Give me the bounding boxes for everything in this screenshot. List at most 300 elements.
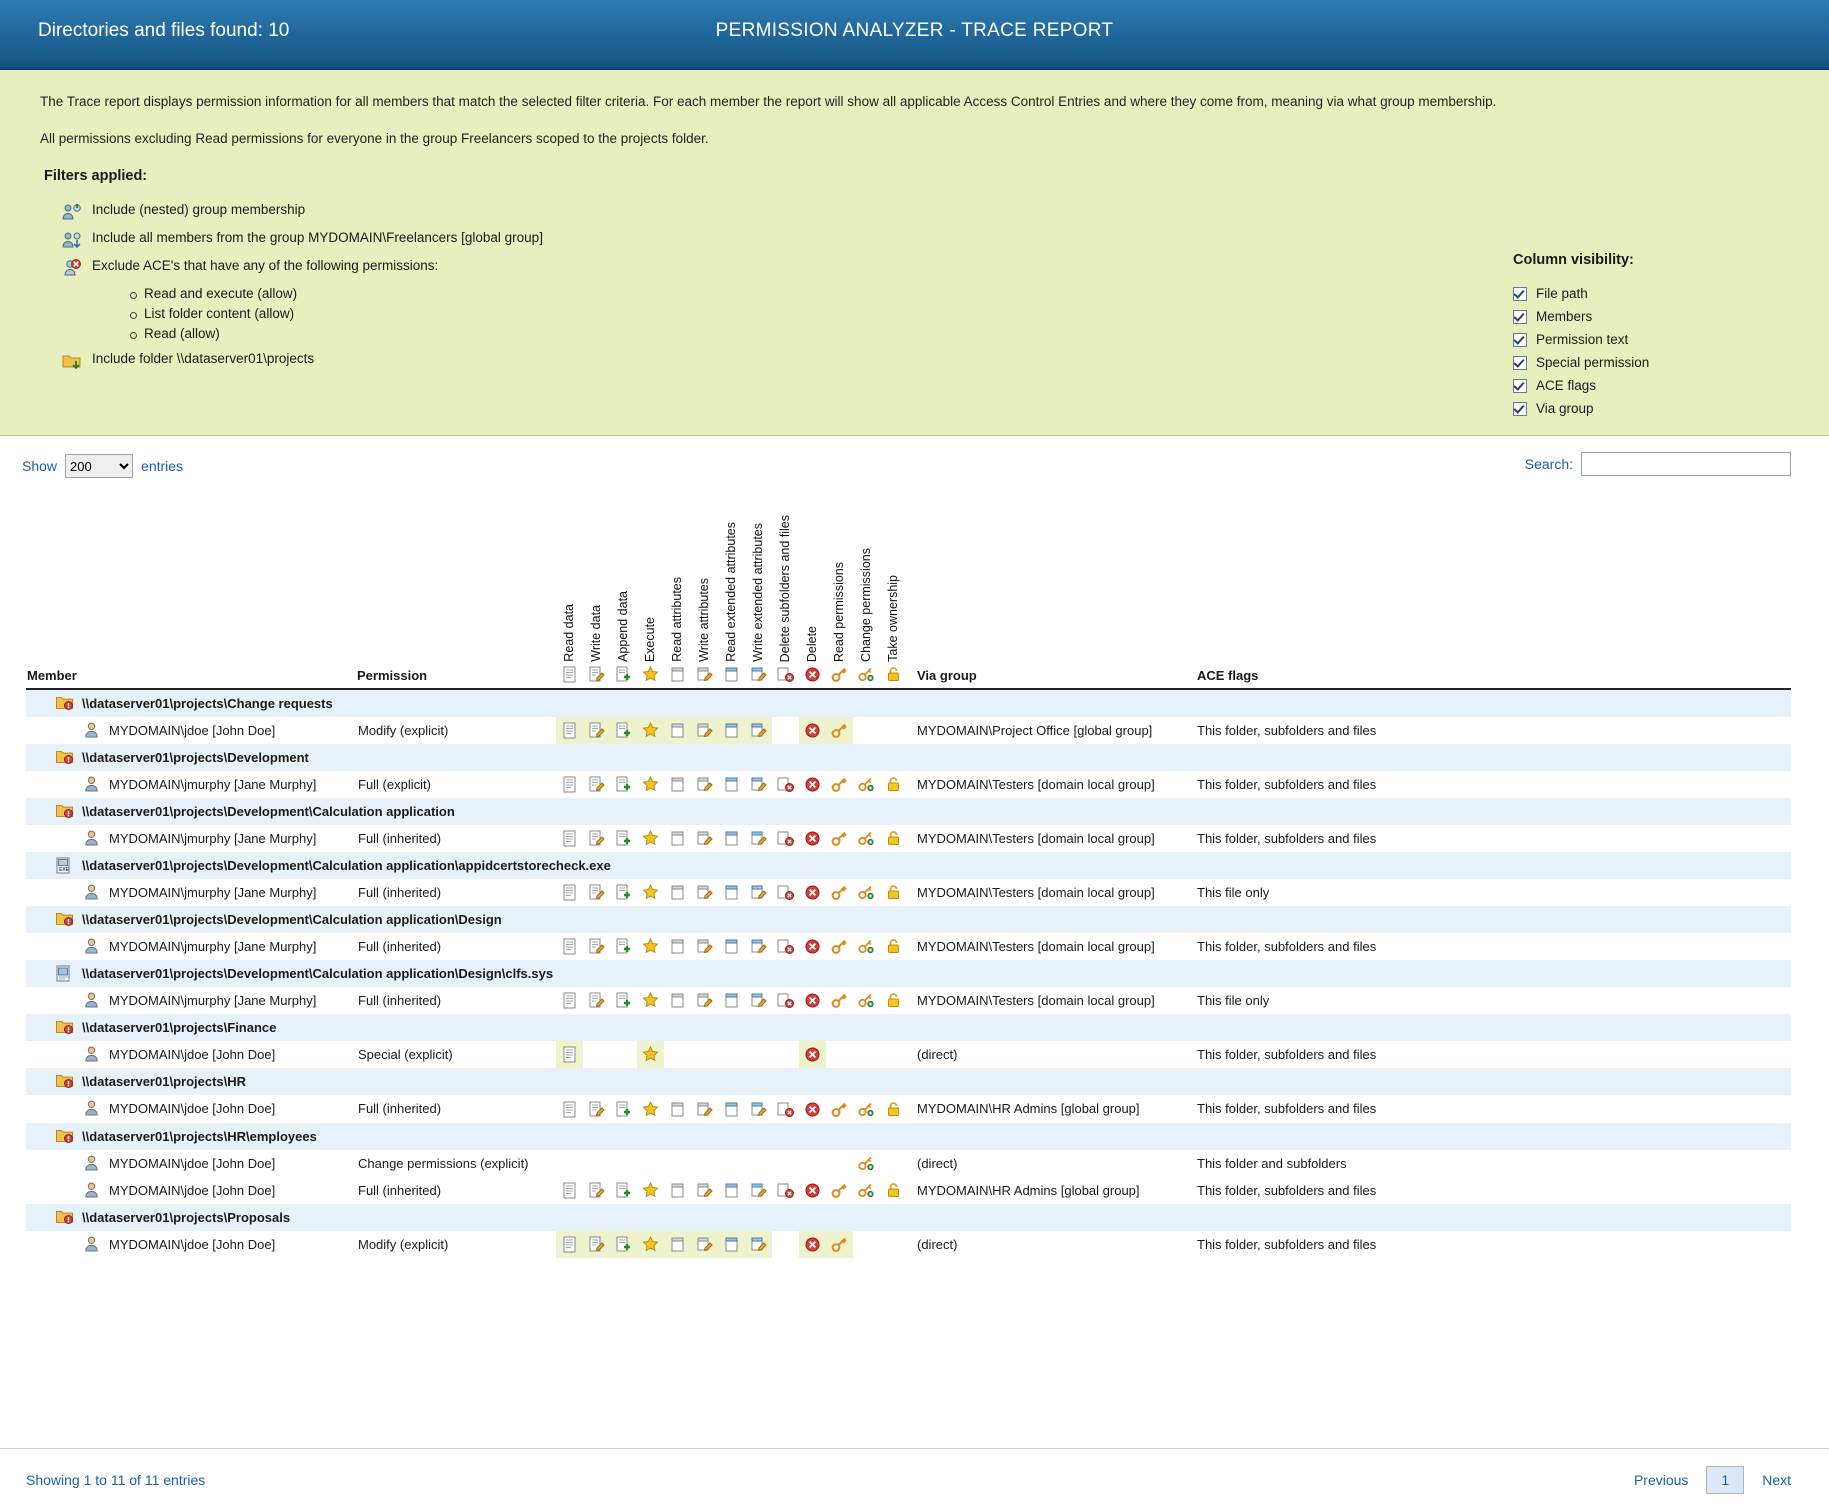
read-permissions-key-icon (831, 1101, 848, 1118)
read-extended-attributes-icon (723, 666, 740, 683)
execute-icon (642, 884, 659, 901)
ace-flags-cell: This folder, subfolders and files (1187, 717, 1791, 744)
member-label: MYDOMAIN\jdoe [John Doe] (109, 1047, 276, 1063)
checkbox-icon[interactable] (1513, 402, 1527, 416)
perm-cell-delete (799, 825, 826, 852)
header-permission[interactable]: Permission (356, 482, 556, 689)
perm-cell-write-extended-attributes (745, 771, 772, 798)
header-read-extended-attributes[interactable] (718, 482, 745, 689)
perm-cell-read-permissions-key (826, 717, 853, 744)
execute-icon (642, 938, 659, 955)
header-label: Write extended attributes (751, 523, 766, 662)
header-write-attributes[interactable] (691, 482, 718, 689)
perm-cell-read-permissions-key (826, 771, 853, 798)
ace-flags-cell: This file only (1187, 987, 1791, 1014)
append-data-icon (615, 1236, 632, 1253)
perm-cell-read-extended-attributes (718, 825, 745, 852)
column-visibility-special-permission[interactable] (1513, 355, 1773, 370)
delete-subfolders-icon (777, 666, 794, 683)
info-panel (0, 70, 1829, 436)
delete-subfolders-icon (777, 1101, 794, 1118)
append-data-icon (615, 1182, 632, 1199)
file-path-label: \\dataserver01\projects\Finance (82, 1020, 277, 1036)
perm-cell-read-extended-attributes (718, 771, 745, 798)
read-permissions-key-icon (831, 1182, 848, 1199)
perm-cell-write-data (583, 987, 610, 1014)
perm-cell-write-attributes (691, 771, 718, 798)
read-data-icon (561, 830, 578, 847)
append-data-icon (615, 722, 632, 739)
read-permissions-key-icon (831, 884, 848, 901)
read-extended-attributes-icon (723, 938, 740, 955)
read-data-icon (561, 666, 578, 683)
perm-cell-append-data (610, 717, 637, 744)
page-number-1[interactable]: 1 (1706, 1466, 1744, 1494)
perm-cell-delete-subfolders (772, 1041, 799, 1068)
delete-icon (804, 1236, 821, 1253)
header-label: Change permissions (859, 547, 874, 662)
change-permissions-icon (858, 666, 875, 683)
write-extended-attributes-icon (750, 884, 767, 901)
perm-cell-delete-subfolders (772, 933, 799, 960)
column-visibility-label: Via group (1536, 401, 1594, 416)
perm-cell-delete (799, 771, 826, 798)
perm-cell-read-permissions-key (826, 1041, 853, 1068)
header-label: Read attributes (670, 577, 685, 662)
header-ace-flags[interactable]: ACE flags (1187, 482, 1791, 689)
exclude-permission-item: Read and execute (allow) (128, 286, 1789, 301)
column-visibility-title: Column visibility: (1513, 252, 1634, 268)
perm-cell-read-data (556, 1095, 583, 1122)
perm-cell-write-extended-attributes (745, 1177, 772, 1204)
perm-cell-read-extended-attributes (718, 1150, 745, 1177)
perm-cell-write-data (583, 879, 610, 906)
page-size-select[interactable] (65, 454, 133, 478)
user-icon (84, 1182, 101, 1199)
file-path-group-row[interactable] (26, 1068, 1791, 1095)
exe-file-icon (56, 857, 73, 874)
perm-cell-delete (799, 1177, 826, 1204)
write-attributes-icon (696, 992, 713, 1009)
execute-icon (642, 1182, 659, 1199)
checkbox-icon[interactable] (1513, 356, 1527, 370)
member-label: MYDOMAIN\jdoe [John Doe] (109, 1155, 276, 1171)
column-visibility-ace-flags[interactable] (1513, 378, 1773, 393)
perm-cell-read-attributes (664, 717, 691, 744)
delete-icon (804, 776, 821, 793)
read-data-icon (561, 1101, 578, 1118)
file-path-label: \\dataserver01\projects\Change requests (82, 696, 333, 711)
folder-warning-icon (56, 1209, 73, 1226)
header-take-ownership[interactable] (880, 482, 907, 689)
write-attributes-icon (696, 722, 713, 739)
file-path-cell (26, 689, 1791, 717)
perm-cell-read-permissions-key (826, 825, 853, 852)
found-count: Directories and files found: 10 (38, 20, 290, 41)
permission-cell: Change permissions (explicit) (356, 1150, 556, 1177)
read-permissions-key-icon (831, 938, 848, 955)
perm-cell-delete (799, 879, 826, 906)
read-attributes-icon (669, 1236, 686, 1253)
delete-subfolders-icon (777, 884, 794, 901)
perm-cell-write-attributes (691, 825, 718, 852)
table-row[interactable] (26, 1177, 1791, 1204)
write-extended-attributes-icon (750, 938, 767, 955)
perm-cell-write-data (583, 1231, 610, 1258)
write-data-icon (588, 1101, 605, 1118)
perm-cell-read-attributes (664, 1095, 691, 1122)
read-attributes-icon (669, 830, 686, 847)
perm-cell-write-extended-attributes (745, 879, 772, 906)
header-write-extended-attributes[interactable] (745, 482, 772, 689)
file-path-group-row[interactable] (26, 960, 1791, 987)
member-cell (26, 1150, 356, 1177)
table-footer (0, 1448, 1829, 1510)
report-table-head (26, 482, 1791, 689)
user-icon (84, 992, 101, 1009)
perm-cell-read-permissions-key (826, 987, 853, 1014)
column-visibility-permission-text[interactable] (1513, 332, 1773, 347)
perm-cell-change-permissions (853, 1095, 880, 1122)
table-row[interactable] (26, 1095, 1791, 1122)
header-label: Write attributes (697, 578, 712, 662)
perm-cell-read-permissions-key (826, 1150, 853, 1177)
via-group-cell: MYDOMAIN\HR Admins [global group] (907, 1177, 1187, 1204)
perm-cell-write-attributes (691, 1177, 718, 1204)
member-label: MYDOMAIN\jdoe [John Doe] (109, 1101, 276, 1117)
write-attributes-icon (696, 884, 713, 901)
header-write-data[interactable] (583, 482, 610, 689)
perm-cell-write-attributes (691, 1095, 718, 1122)
perm-cell-read-extended-attributes (718, 1231, 745, 1258)
member-cell (26, 771, 356, 798)
perm-cell-read-data (556, 1177, 583, 1204)
header-member[interactable]: Member (26, 482, 356, 689)
perm-cell-execute (637, 825, 664, 852)
file-path-group-row[interactable] (26, 798, 1791, 825)
perm-cell-write-extended-attributes (745, 933, 772, 960)
ace-flags-cell: This folder, subfolders and files (1187, 1177, 1791, 1204)
file-path-group-row[interactable] (26, 744, 1791, 771)
page-title: PERMISSION ANALYZER - TRACE REPORT (715, 20, 1114, 41)
file-path-cell (26, 1204, 1791, 1231)
perm-cell-read-permissions-key (826, 1231, 853, 1258)
header-label: Read extended attributes (724, 522, 739, 662)
change-permissions-icon (858, 1155, 875, 1172)
checkbox-icon[interactable] (1513, 310, 1527, 324)
perm-cell-take-ownership-lock (880, 987, 907, 1014)
perm-cell-write-extended-attributes (745, 1231, 772, 1258)
user-icon (84, 1046, 101, 1063)
permission-cell: Full (inherited) (356, 1095, 556, 1122)
permission-cell: Full (inherited) (356, 825, 556, 852)
perm-cell-take-ownership-lock (880, 1231, 907, 1258)
read-attributes-icon (669, 1101, 686, 1118)
execute-icon (642, 1101, 659, 1118)
header-delete[interactable] (799, 482, 826, 689)
read-extended-attributes-icon (723, 1182, 740, 1199)
perm-cell-write-attributes (691, 1041, 718, 1068)
table-row[interactable] (26, 1041, 1791, 1068)
perm-cell-write-data (583, 1041, 610, 1068)
write-extended-attributes-icon (750, 776, 767, 793)
group-include-icon (62, 231, 84, 249)
table-row[interactable] (26, 879, 1791, 906)
showing-entries-text: Showing 1 to 11 of 11 entries (26, 1471, 206, 1488)
table-row[interactable] (26, 717, 1791, 744)
file-path-group-row[interactable] (26, 1204, 1791, 1231)
via-group-cell: MYDOMAIN\Testers [domain local group] (907, 825, 1187, 852)
perm-cell-read-attributes (664, 1231, 691, 1258)
table-row[interactable] (26, 987, 1791, 1014)
perm-cell-read-attributes (664, 825, 691, 852)
perm-cell-read-permissions-key (826, 1177, 853, 1204)
take-ownership-lock-icon (885, 776, 902, 793)
delete-subfolders-icon (777, 830, 794, 847)
info-paragraph-1: The Trace report displays permission information for all members that match the selected filter criteria. For each member the report will show all applicable Access Control Entries and where they come from, meaning via what group membership. (40, 94, 1497, 109)
perm-cell-write-data (583, 825, 610, 852)
write-data-icon (588, 1236, 605, 1253)
delete-subfolders-icon (777, 992, 794, 1009)
read-attributes-icon (669, 776, 686, 793)
header-label: Read data (562, 604, 577, 662)
report-table (26, 482, 1791, 1258)
perm-cell-read-attributes (664, 1150, 691, 1177)
member-label: MYDOMAIN\jmurphy [Jane Murphy] (109, 777, 317, 793)
take-ownership-lock-icon (885, 666, 902, 683)
report-table-body (26, 689, 1791, 1258)
ace-flags-cell: This folder, subfolders and files (1187, 1095, 1791, 1122)
file-path-group-row[interactable] (26, 1014, 1791, 1041)
perm-cell-read-permissions-key (826, 879, 853, 906)
perm-cell-execute (637, 987, 664, 1014)
read-extended-attributes-icon (723, 1236, 740, 1253)
header-change-permissions[interactable] (853, 482, 880, 689)
write-attributes-icon (696, 776, 713, 793)
search-control (1525, 452, 1791, 476)
ace-flags-cell: This folder and subfolders (1187, 1150, 1791, 1177)
checkbox-icon[interactable] (1513, 379, 1527, 393)
file-path-label: \\dataserver01\projects\Development (82, 750, 309, 766)
read-extended-attributes-icon (723, 776, 740, 793)
column-visibility-file-path[interactable] (1513, 286, 1773, 301)
file-path-cell (26, 1014, 1791, 1041)
perm-cell-execute (637, 771, 664, 798)
perm-cell-append-data (610, 1231, 637, 1258)
perm-cell-read-data (556, 825, 583, 852)
perm-cell-delete-subfolders (772, 771, 799, 798)
read-permissions-key-icon (831, 992, 848, 1009)
delete-icon (804, 992, 821, 1009)
member-cell (26, 987, 356, 1014)
perm-cell-append-data (610, 771, 637, 798)
ace-flags-cell: This folder, subfolders and files (1187, 825, 1791, 852)
read-attributes-icon (669, 722, 686, 739)
append-data-icon (615, 776, 632, 793)
perm-cell-write-extended-attributes (745, 1150, 772, 1177)
table-row[interactable] (26, 933, 1791, 960)
member-label: MYDOMAIN\jdoe [John Doe] (109, 723, 276, 739)
user-icon (84, 938, 101, 955)
file-path-label: \\dataserver01\projects\HR (82, 1074, 247, 1090)
perm-cell-read-permissions-key (826, 1095, 853, 1122)
perm-cell-take-ownership-lock (880, 1041, 907, 1068)
svg-text:EXE: EXE (59, 867, 70, 874)
delete-subfolders-icon (777, 938, 794, 955)
perm-cell-read-attributes (664, 879, 691, 906)
user-icon (84, 830, 101, 847)
folder-include-icon (62, 352, 84, 370)
next-page-button[interactable]: Next (1762, 1471, 1791, 1488)
perm-cell-read-extended-attributes (718, 717, 745, 744)
read-extended-attributes-icon (723, 992, 740, 1009)
table-row[interactable] (26, 771, 1791, 798)
perm-cell-read-data (556, 1231, 583, 1258)
read-data-icon (561, 938, 578, 955)
perm-cell-append-data (610, 1095, 637, 1122)
folder-warning-icon (56, 911, 73, 928)
member-cell (26, 1231, 356, 1258)
folder-warning-icon (56, 1073, 73, 1090)
perm-cell-read-extended-attributes (718, 1177, 745, 1204)
report-header-row (26, 482, 1791, 689)
table-row[interactable] (26, 1231, 1791, 1258)
member-cell (26, 933, 356, 960)
file-path-group-row[interactable] (26, 852, 1791, 879)
write-extended-attributes-icon (750, 722, 767, 739)
folder-warning-icon (56, 803, 73, 820)
file-path-group-row[interactable] (26, 906, 1791, 933)
perm-cell-change-permissions (853, 825, 880, 852)
execute-icon (642, 992, 659, 1009)
folder-warning-icon (56, 695, 73, 712)
perm-cell-delete (799, 717, 826, 744)
column-visibility-panel (1513, 252, 1773, 424)
header-label: Execute (643, 616, 658, 662)
checkbox-icon[interactable] (1513, 333, 1527, 347)
perm-cell-append-data (610, 1177, 637, 1204)
header-via-group[interactable]: Via group (907, 482, 1187, 689)
write-data-icon (588, 776, 605, 793)
table-row[interactable] (26, 1150, 1791, 1177)
checkbox-icon[interactable] (1513, 287, 1527, 301)
permission-cell: Modify (explicit) (356, 717, 556, 744)
perm-cell-change-permissions (853, 1177, 880, 1204)
table-row[interactable] (26, 825, 1791, 852)
permission-cell: Special (explicit) (356, 1041, 556, 1068)
search-label: Search: (1524, 456, 1573, 472)
perm-cell-take-ownership-lock (880, 879, 907, 906)
perm-cell-delete (799, 987, 826, 1014)
perm-cell-read-attributes (664, 771, 691, 798)
write-extended-attributes-icon (750, 1236, 767, 1253)
append-data-icon (615, 884, 632, 901)
file-path-group-row[interactable] (26, 689, 1791, 717)
user-icon (84, 1236, 101, 1253)
report-table-area (0, 482, 1829, 1258)
perm-cell-change-permissions (853, 987, 880, 1014)
read-extended-attributes-icon (723, 1101, 740, 1118)
perm-cell-change-permissions (853, 933, 880, 960)
write-attributes-icon (696, 666, 713, 683)
execute-icon (642, 722, 659, 739)
member-cell (26, 1177, 356, 1204)
write-data-icon (588, 884, 605, 901)
member-cell (26, 1095, 356, 1122)
write-attributes-icon (696, 938, 713, 955)
perm-cell-read-extended-attributes (718, 879, 745, 906)
column-visibility-label: File path (1536, 286, 1588, 301)
permission-cell: Full (inherited) (356, 1177, 556, 1204)
header-append-data[interactable] (610, 482, 637, 689)
previous-page-button[interactable]: Previous (1633, 1471, 1689, 1488)
column-visibility-via-group[interactable] (1513, 401, 1773, 416)
perm-cell-write-attributes (691, 717, 718, 744)
take-ownership-lock-icon (885, 830, 902, 847)
perm-cell-read-extended-attributes (718, 1095, 745, 1122)
write-data-icon (588, 830, 605, 847)
sys-file-icon (56, 965, 73, 982)
perm-cell-write-data (583, 717, 610, 744)
perm-cell-change-permissions (853, 771, 880, 798)
perm-cell-read-attributes (664, 987, 691, 1014)
write-attributes-icon (696, 830, 713, 847)
filter-label: Include folder \\dataserver01\projects (92, 351, 315, 366)
read-attributes-icon (669, 992, 686, 1009)
delete-icon (804, 1182, 821, 1199)
write-extended-attributes-icon (750, 992, 767, 1009)
permission-cell: Full (inherited) (356, 933, 556, 960)
write-data-icon (588, 992, 605, 1009)
header-delete-subfolders-and-files[interactable] (772, 482, 799, 689)
perm-cell-write-attributes (691, 933, 718, 960)
permission-cell: Full (inherited) (356, 987, 556, 1014)
perm-cell-take-ownership-lock (880, 1095, 907, 1122)
perm-cell-append-data (610, 987, 637, 1014)
perm-cell-read-extended-attributes (718, 1041, 745, 1068)
app-header (0, 0, 1829, 70)
member-label: MYDOMAIN\jdoe [John Doe] (109, 1182, 276, 1198)
execute-icon (642, 1236, 659, 1253)
delete-icon (804, 1101, 821, 1118)
perm-cell-delete-subfolders (772, 825, 799, 852)
header-label: Append data (616, 591, 631, 662)
header-read-permissions[interactable] (826, 482, 853, 689)
perm-cell-delete (799, 933, 826, 960)
header-read-attributes[interactable] (664, 482, 691, 689)
header-execute[interactable] (637, 482, 664, 689)
read-data-icon (561, 1182, 578, 1199)
file-path-label: \\dataserver01\projects\HR\employees (82, 1128, 317, 1144)
delete-subfolders-icon (777, 1182, 794, 1199)
header-read-data[interactable] (556, 482, 583, 689)
file-path-group-row[interactable] (26, 1123, 1791, 1150)
perm-cell-take-ownership-lock (880, 771, 907, 798)
via-group-cell: MYDOMAIN\HR Admins [global group] (907, 1095, 1187, 1122)
write-extended-attributes-icon (750, 666, 767, 683)
search-input[interactable] (1581, 452, 1791, 476)
filter-item-group-membership (62, 202, 1789, 220)
exclude-permission-item: Read (allow) (128, 326, 1789, 341)
perm-cell-take-ownership-lock (880, 717, 907, 744)
perm-cell-append-data (610, 879, 637, 906)
perm-cell-delete (799, 1041, 826, 1068)
file-path-label: \\dataserver01\projects\Development\Calculation application\appidcertstorecheck.exe (82, 858, 611, 874)
delete-subfolders-icon (777, 776, 794, 793)
perm-cell-delete-subfolders (772, 879, 799, 906)
column-visibility-members[interactable] (1513, 309, 1773, 324)
append-data-icon (615, 1101, 632, 1118)
